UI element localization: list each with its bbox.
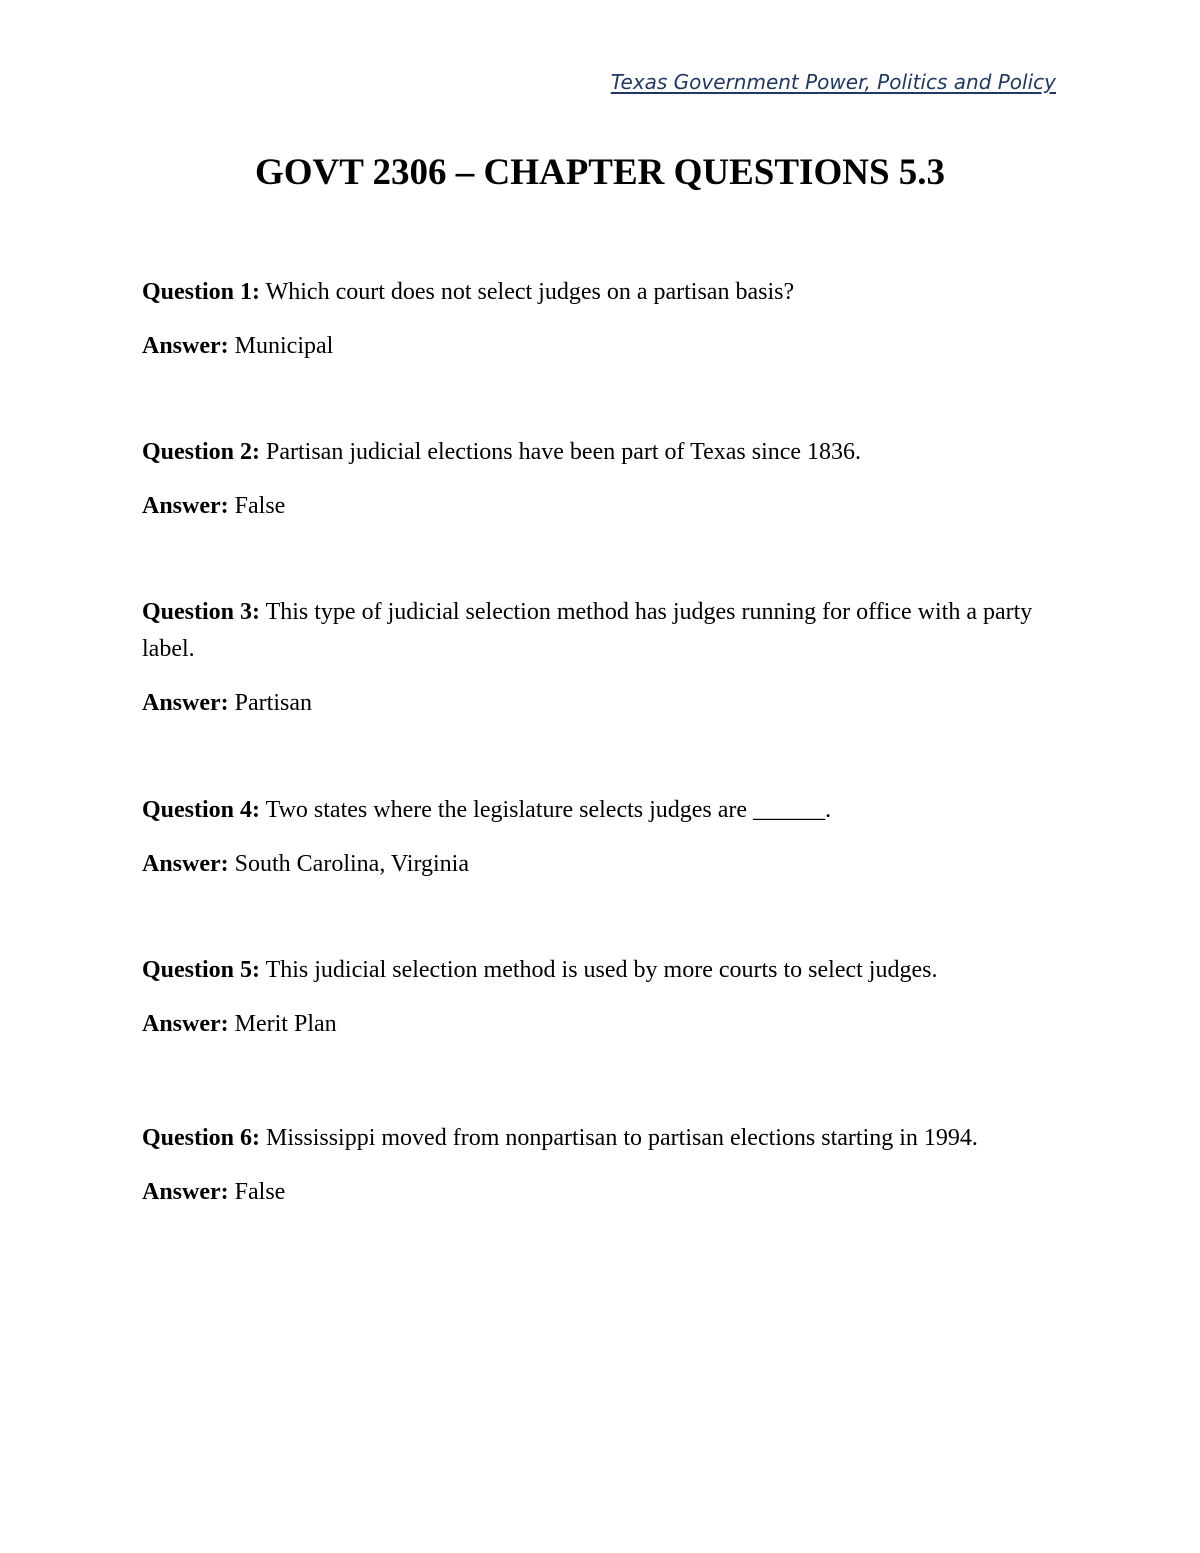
answer-3 (142, 685, 1042, 722)
running-header: Texas Government Power, Politics and Policy (610, 70, 1056, 94)
answer-text: South Carolina, Virginia (234, 851, 469, 877)
question-3 (142, 594, 1042, 668)
answer-label: Answer: (142, 493, 229, 519)
question-label: Question 6: (142, 1125, 261, 1151)
question-block-2 (142, 434, 1042, 525)
question-text: Partisan judicial elections have been part of Texas since 1836. (266, 439, 862, 465)
answer-text: Municipal (234, 333, 334, 359)
answer-label: Answer: (142, 690, 229, 716)
question-label: Question 3: (142, 599, 261, 625)
question-label: Question 5: (142, 957, 261, 983)
answer-5 (142, 1006, 1042, 1043)
question-text: This judicial selection method is used by more courts to select judges. (265, 957, 938, 983)
answer-label: Answer: (142, 333, 229, 359)
question-block-1 (142, 274, 1042, 365)
page-title: GOVT 2306 – CHAPTER QUESTIONS 5.3 (254, 152, 946, 193)
question-1 (142, 274, 1042, 311)
question-label: Question 1: (142, 279, 261, 305)
question-block-5 (142, 952, 1042, 1043)
question-text: Two states where the legislature selects judges are ______. (265, 797, 832, 823)
question-2 (142, 434, 1042, 471)
answer-4 (142, 846, 1042, 883)
answer-label: Answer: (142, 1011, 229, 1037)
question-block-3 (142, 594, 1042, 722)
answer-text: Partisan (234, 690, 312, 716)
answer-text: False (234, 493, 286, 519)
question-5 (142, 952, 1042, 989)
question-text: Which court does not select judges on a partisan basis? (265, 279, 795, 305)
question-label: Question 2: (142, 439, 261, 465)
question-block-4 (142, 792, 1042, 883)
answer-2 (142, 488, 1042, 525)
answer-label: Answer: (142, 1179, 229, 1205)
question-4 (142, 792, 1042, 829)
answer-1 (142, 328, 1042, 365)
question-text: Mississippi moved from nonpartisan to partisan elections starting in 1994. (266, 1125, 978, 1151)
answer-text: Merit Plan (234, 1011, 337, 1037)
answer-text: False (234, 1179, 286, 1205)
answer-6 (142, 1174, 1042, 1211)
question-label: Question 4: (142, 797, 261, 823)
question-text: This type of judicial selection method has judges running for office with a party label. (142, 599, 1033, 662)
question-block-6 (142, 1120, 1042, 1211)
answer-label: Answer: (142, 851, 229, 877)
question-6 (142, 1120, 1042, 1157)
